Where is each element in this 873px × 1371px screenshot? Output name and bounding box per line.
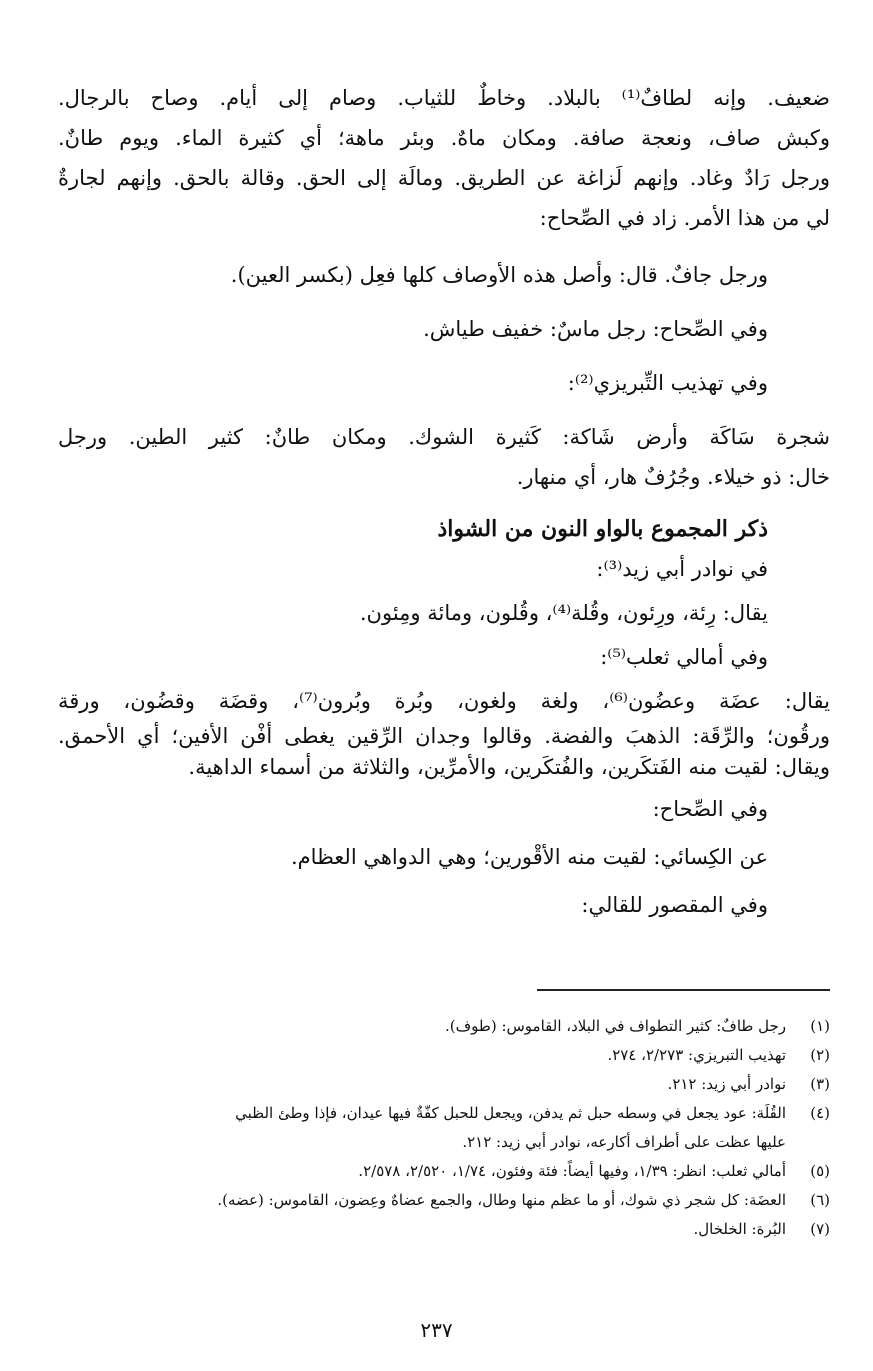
footnote (58, 1099, 830, 1128)
page-number: ٢٣٧ (420, 1318, 453, 1342)
text-line: وفي تهذيب التِّبريزي⁽²⁾: (567, 371, 768, 395)
footnote-number: (٢) (810, 1046, 830, 1064)
footnote-number: (٥) (810, 1162, 830, 1180)
text-line: ويقال: لقيت منه الفَتكَرين، والفُتكَرين، والأمرِّين، والثلاثة من أسماء الداهية. (188, 755, 830, 779)
footnote-text: البُرة: الخلخال. (693, 1220, 786, 1238)
text-line: وفي الصِّحاح: (652, 797, 768, 821)
section-heading: ذكر المجموع بالواو النون من الشواذ (437, 516, 768, 542)
text-line: وفي الصِّحاح: رجل ماسٌ: خفيف طياش. (423, 317, 768, 341)
text-line: وفي أمالي ثعلب⁽⁵⁾: (600, 645, 768, 669)
footnote-text: نوادر أبي زيد: ٢١٢. (667, 1075, 786, 1093)
footnote-text: أمالي ثعلب: انظر: ١/٣٩، وفيها أيضاً: فئة وفئون، ١/٧٤، ٢/٥٢٠، ٢/٥٧٨. (358, 1162, 786, 1180)
text-line: يقال: عضَة وعضُون⁽⁶⁾، ولغة ولغون، وبُرة وبُرون⁽⁷⁾، وقضَة وقضُون، ورقة (58, 689, 830, 713)
spacer (58, 829, 830, 837)
footnote-number: (٧) (810, 1220, 830, 1238)
footnote-text: تهذيب التبريزي: ٢/٢٧٣، ٢٧٤. (607, 1046, 786, 1064)
text-line: في نوادر أبي زيد⁽³⁾: (596, 557, 768, 581)
footnote (58, 1186, 830, 1215)
footnote-text: العضَة: كل شجر ذي شوك، أو ما عظم منها وطال، والجمع عضاهٌ وعِضون، القاموس: (عضه). (217, 1191, 786, 1209)
text-line: وفي المقصور للقالي: (581, 893, 768, 917)
spacer (58, 877, 830, 885)
main-text (58, 78, 830, 925)
spacer (58, 403, 830, 417)
footnote-continuation: عليها عظت على أطراف أكارعه، نوادر أبي زيد: ٢١٢. (462, 1133, 786, 1151)
text-line: ورقُون؛ والرِّقَة: الذهبَ والفضة. وقالوا وجدان الرِّقين يغطى أفْن الأفين؛ أي الأحمق. (58, 724, 830, 748)
footnote-number: (٦) (810, 1191, 830, 1209)
footnote-text: رجل طافٌ: كثير التطواف في البلاد، القاموس: (طوف). (444, 1017, 786, 1035)
footnote-text: القُلَة: عود يجعل في وسطه حبل ثم يدفن، ويجعل للحبل كفّةٌ فيها عيدان، فإذا وطئ الظبي (235, 1104, 786, 1122)
footnote-number: (٣) (810, 1075, 830, 1093)
footnote (58, 1070, 830, 1099)
spacer (58, 238, 830, 255)
text-line: وكبش صاف، ونعجة صافة. ومكان ماهٌ. وبئر ماهة؛ أي كثيرة الماء. ويوم طانٌ. (58, 126, 830, 150)
footnote-number: (١) (810, 1017, 830, 1035)
text-line: يقال: رِئة، ورِئون، وقُلة⁽⁴⁾، وقُلون، ومائة ومِئون. (359, 601, 768, 625)
text-line: ورجل جافٌ. قال: وأصل هذه الأوصاف كلها فعِل (بكسر العين). (230, 263, 768, 287)
footnote (58, 1157, 830, 1186)
footnote (58, 1012, 830, 1041)
footnote-divider (537, 989, 830, 991)
footnote (58, 1215, 830, 1244)
text-line: ورجل رَادٌ وغاد. وإنهم لَزاغة عن الطريق. ومالَة إلى الحق. وقالة بالحق. وإنهم لجارةٌ (58, 166, 830, 190)
spacer (58, 295, 830, 309)
text-line: خال: ذو خيلاء. وجُرُفٌ هار، أي منهار. (516, 465, 830, 489)
footnote (58, 1041, 830, 1070)
spacer (58, 349, 830, 363)
footnotes (58, 1012, 830, 1244)
text-line: عن الكِسائي: لقيت منه الأقْورين؛ وهي الدواهي العظام. (291, 845, 768, 869)
text-line: ضعيف. وإنه لطافٌ⁽¹⁾ بالبلاد. وخاطٌ للثياب. وصام إلى أيام. وصاح بالرجال. (58, 86, 830, 110)
footnote-number: (٤) (810, 1104, 830, 1122)
text-line: لي من هذا الأمر. زاد في الصِّحاح: (539, 206, 830, 230)
text-line: شجرة سَاكَة وأرض شَاكة: كَثيرة الشوك. ومكان طانٌ: كثير الطين. ورجل (58, 425, 830, 449)
